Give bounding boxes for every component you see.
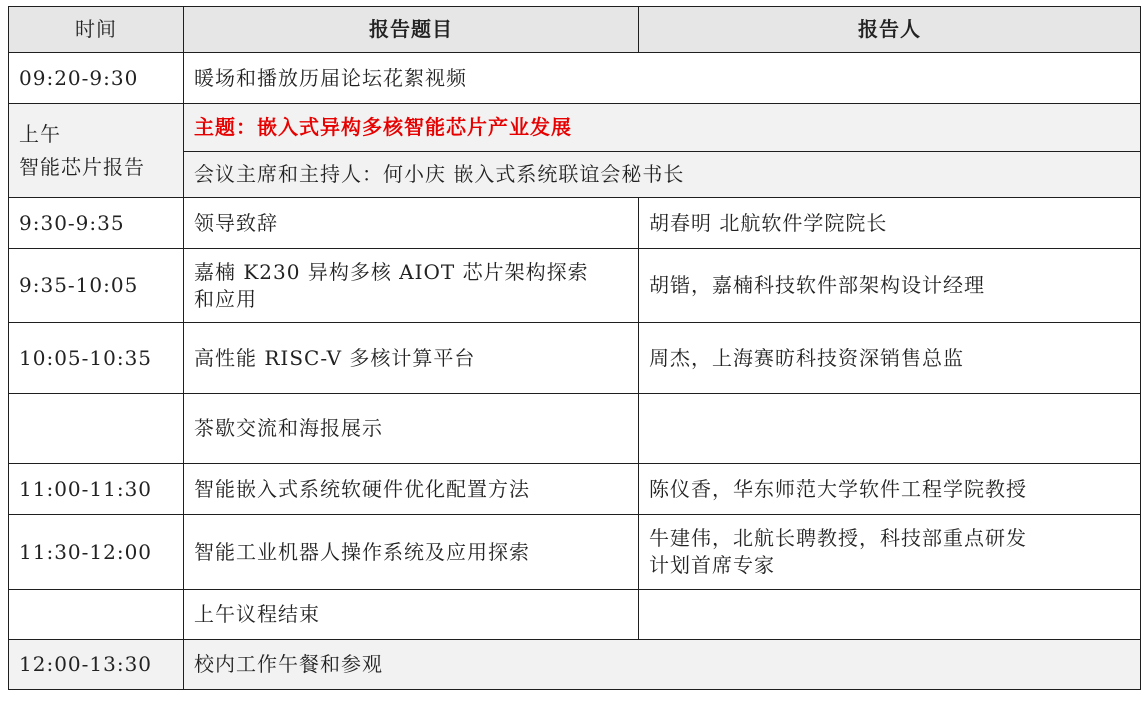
- title-cell: [184, 249, 639, 323]
- speaker-cell: 周杰，上海赛昉科技资深销售总监: [639, 323, 1141, 394]
- table-row: [9, 104, 1141, 152]
- time-cell: 11:00-11:30: [9, 464, 184, 515]
- table-row: [9, 53, 1141, 104]
- session-label-line1: 上午: [19, 121, 61, 146]
- speaker-cell: [639, 515, 1141, 590]
- table-row: [9, 515, 1141, 590]
- title-cell: 智能嵌入式系统软硬件优化配置方法: [184, 464, 639, 515]
- header-row: [9, 7, 1141, 53]
- table-row: [9, 323, 1141, 394]
- table-row: [9, 394, 1141, 464]
- table-row: [9, 590, 1141, 640]
- session-label-line2: 智能芯片报告: [19, 154, 145, 179]
- table-row: [9, 249, 1141, 323]
- time-cell: 9:30-9:35: [9, 198, 184, 249]
- speaker-cell: 胡锴，嘉楠科技软件部架构设计经理: [639, 249, 1141, 323]
- title-cell: 上午议程结束: [184, 590, 639, 640]
- time-cell: 10:05-10:35: [9, 323, 184, 394]
- chair-cell: 会议主席和主持人：何小庆 嵌入式系统联谊会秘书长: [184, 152, 1141, 198]
- speaker-cell: 陈仪香，华东师范大学软件工程学院教授: [639, 464, 1141, 515]
- table-row: [9, 464, 1141, 515]
- title-cell: 高性能 RISC-V 多核计算平台: [184, 323, 639, 394]
- time-cell: 9:35-10:05: [9, 249, 184, 323]
- header-speaker: 报告人: [639, 7, 1141, 53]
- speaker-cell: 胡春明 北航软件学院院长: [639, 198, 1141, 249]
- speaker-cell: [639, 394, 1141, 464]
- table-row: [9, 198, 1141, 249]
- speaker-line2: 计划首席专家: [649, 553, 775, 577]
- speaker-line1: 牛建伟，北航长聘教授，科技部重点研发: [649, 526, 1027, 550]
- agenda-table: [8, 6, 1141, 690]
- title-line1: 嘉楠 K230 异构多核 AIOT 芯片架构探索: [194, 259, 589, 284]
- time-cell: 11:30-12:00: [9, 515, 184, 590]
- title-cell: 茶歇交流和海报展示: [184, 394, 639, 464]
- title-cell: 校内工作午餐和参观: [184, 640, 1141, 690]
- speaker-cell: [639, 590, 1141, 640]
- header-title: 报告题目: [184, 7, 639, 53]
- title-cell: 智能工业机器人操作系统及应用探索: [184, 515, 639, 590]
- time-cell: 09:20-9:30: [9, 53, 184, 104]
- time-cell: [9, 590, 184, 640]
- table-row: [9, 640, 1141, 690]
- theme-cell: 主题：嵌入式异构多核智能芯片产业发展: [184, 104, 1141, 152]
- time-cell: [9, 394, 184, 464]
- time-cell: 12:00-13:30: [9, 640, 184, 690]
- session-label-cell: [9, 104, 184, 198]
- title-line2: 和应用: [194, 286, 257, 311]
- title-cell: 暖场和播放历届论坛花絮视频: [184, 53, 1141, 104]
- title-cell: 领导致辞: [184, 198, 639, 249]
- header-time: 时间: [9, 7, 184, 53]
